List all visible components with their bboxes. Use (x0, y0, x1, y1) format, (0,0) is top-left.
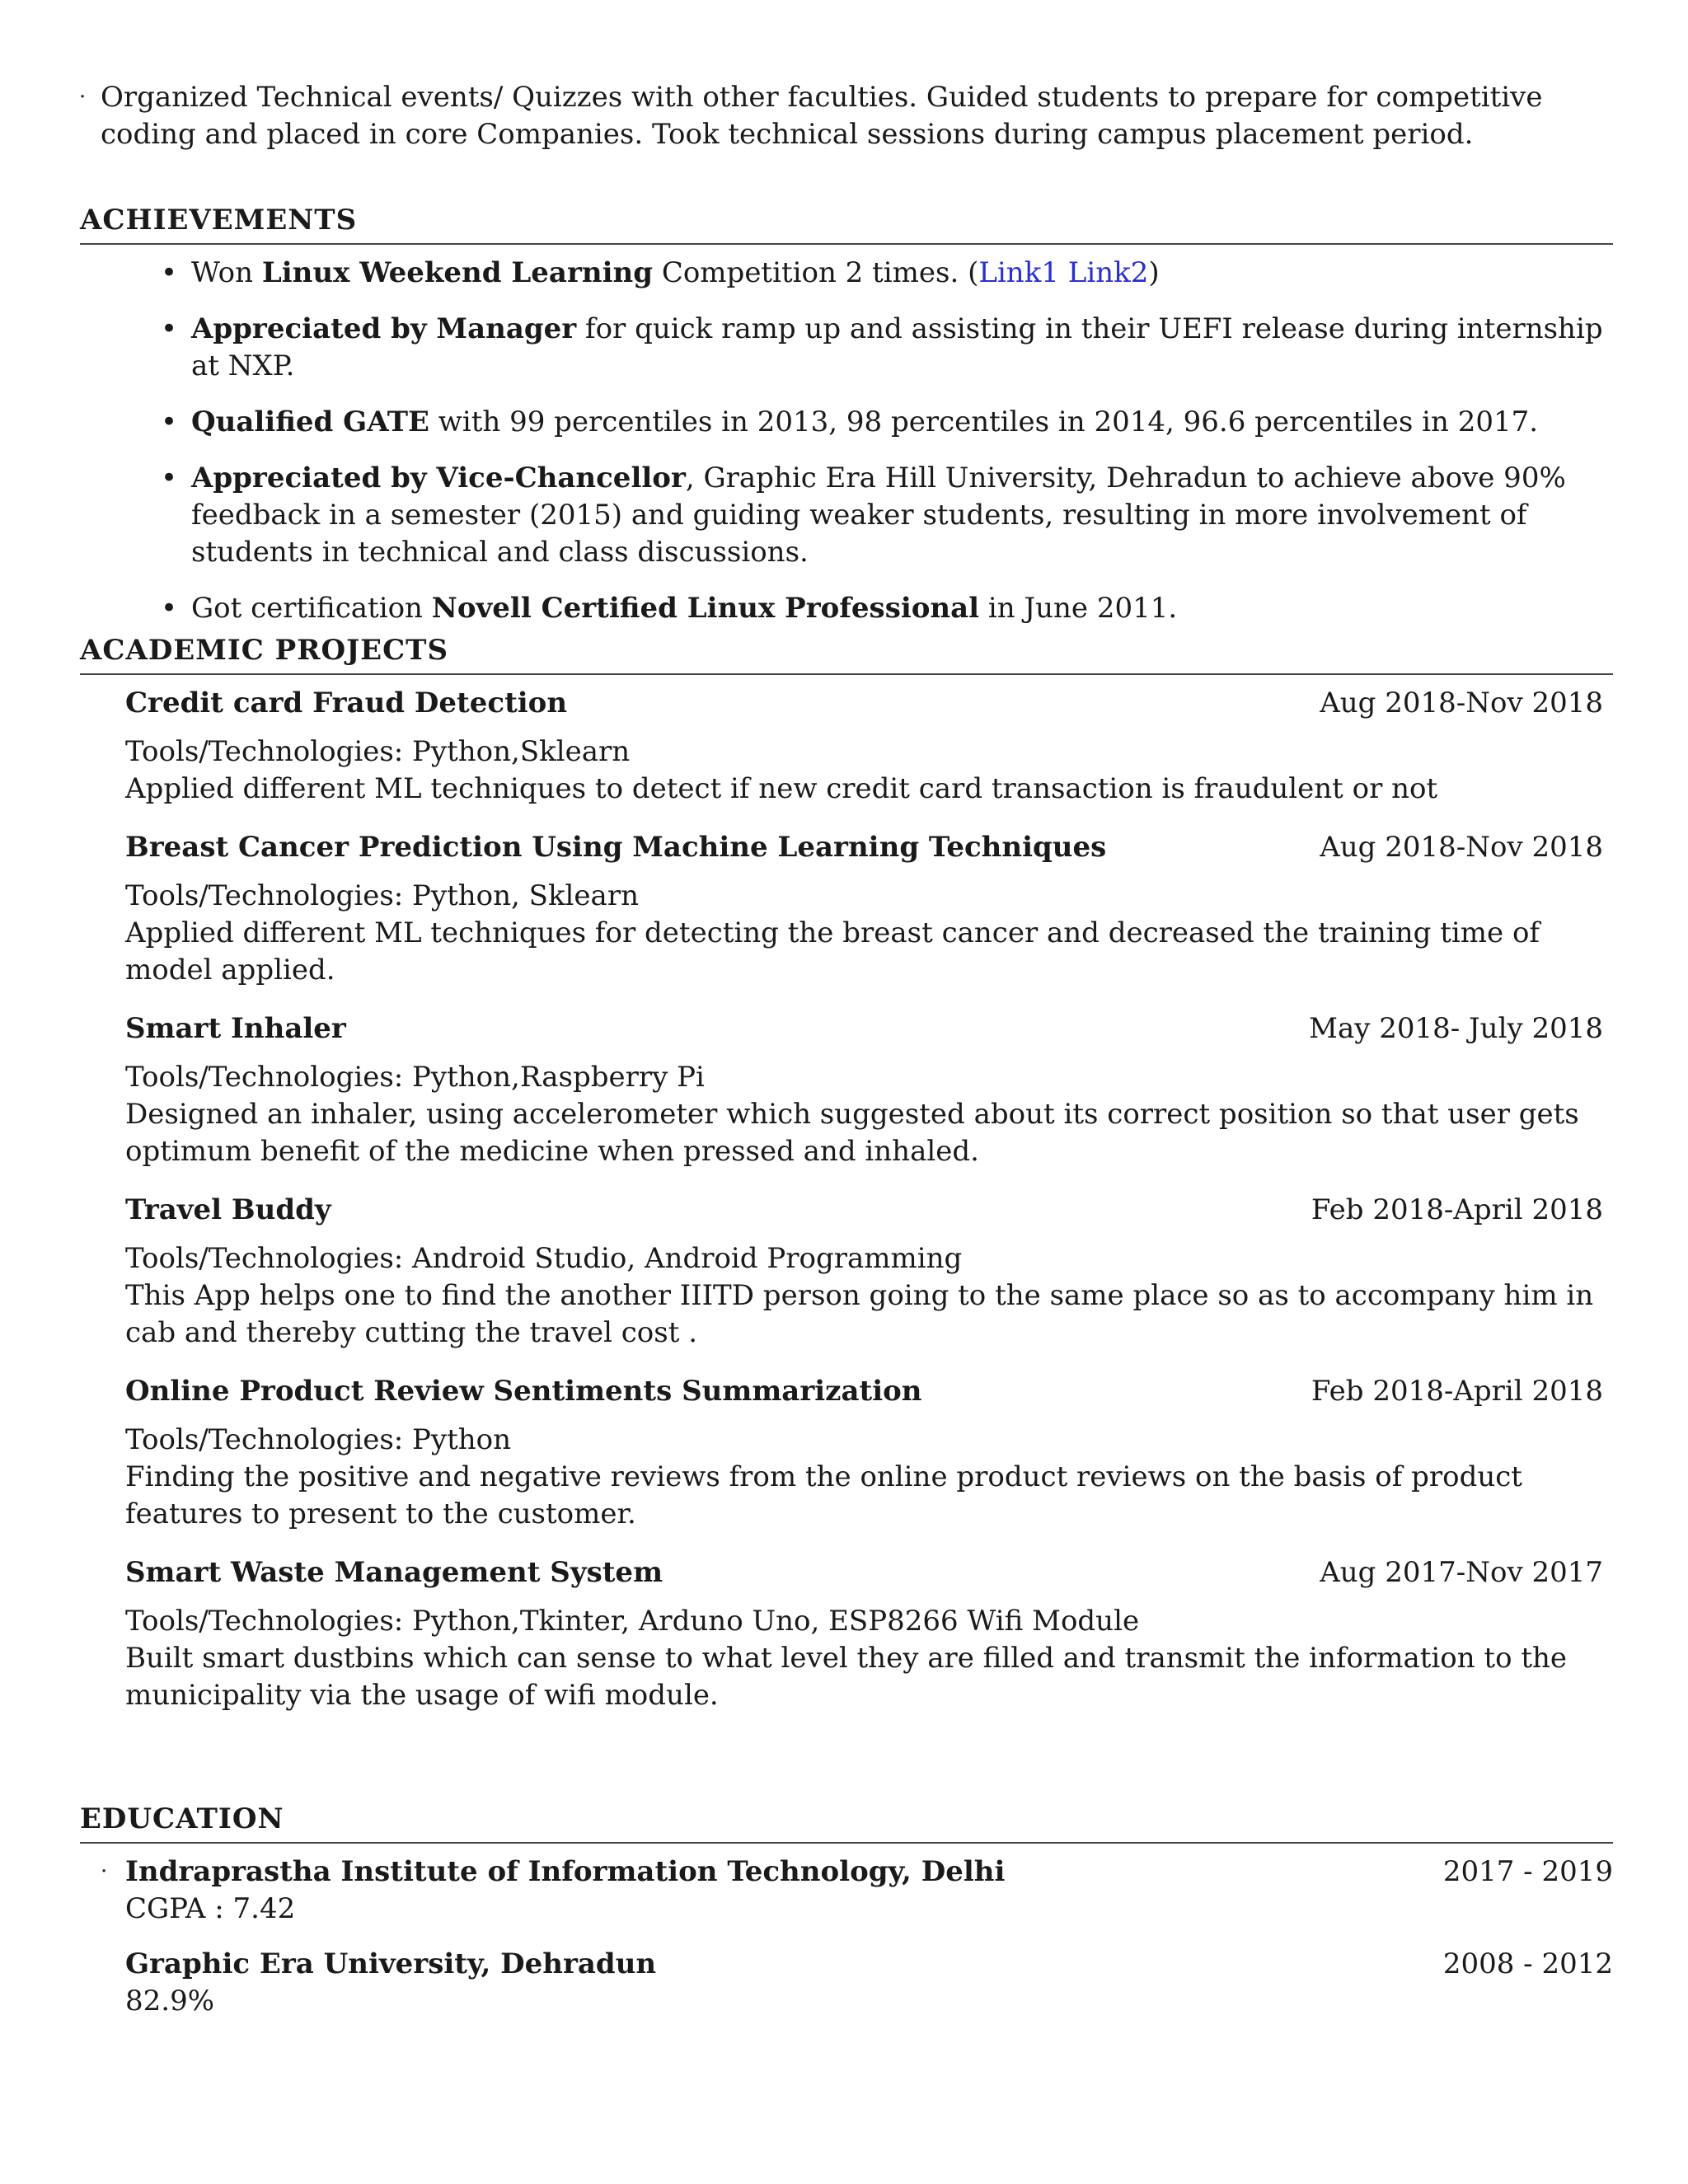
project-date: Feb 2018-April 2018 (1311, 1193, 1603, 1226)
section-title-projects: ACADEMIC PROJECTS (80, 632, 1613, 675)
project-item (80, 1192, 1613, 1352)
achievement-item: • Won Linux Weekend Learning Competition 2 times. (Link1 Link2) (191, 255, 1613, 292)
achievement-item: • Got certification Novell Certified Linux Professional in June 2011. (191, 590, 1613, 627)
project-title: Smart Waste Management System (125, 1556, 663, 1589)
link2[interactable]: Link2 (1067, 256, 1149, 289)
project-description: Finding the positive and negative reviews from the online product reviews on the basis of product features to present to the customer. (125, 1460, 1522, 1530)
section-title-education: EDUCATION (80, 1801, 1613, 1844)
project-title: Breast Cancer Prediction Using Machine Learning Techniques (125, 831, 1107, 864)
experience-bullet (79, 79, 1613, 153)
project-description: Designed an inhaler, using accelerometer which suggested about its correct position so that user gets optimum benefit of the medicine when pressed and inhaled. (125, 1098, 1579, 1168)
project-description: Applied different ML techniques for detecting the breast cancer and decreased the training time of model applied. (125, 916, 1540, 987)
project-item (80, 685, 1613, 808)
project-title: Travel Buddy (125, 1193, 331, 1226)
achievement-item: • Qualified GATE with 99 percentiles in 2013, 98 percentiles in 2014, 96.6 percentiles in 2017. (191, 404, 1613, 441)
project-date: Feb 2018-April 2018 (1311, 1375, 1603, 1408)
education-grade: 82.9% (125, 1985, 215, 2018)
project-tools: Tools/Technologies: Python,Sklearn (125, 735, 631, 768)
project-tools: Tools/Technologies: Python (125, 1423, 512, 1456)
project-item (80, 829, 1613, 989)
project-description: Applied different ML techniques to detect if new credit card transaction is fraudulent or not (125, 772, 1438, 805)
project-date: Aug 2017-Nov 2017 (1320, 1556, 1603, 1589)
bullet-dot: · (79, 85, 87, 110)
education-years: 2017 - 2019 (1442, 1855, 1613, 1888)
education-item (80, 1946, 1613, 2020)
project-tools: Tools/Technologies: Python, Sklearn (125, 879, 639, 912)
project-item (80, 1010, 1613, 1170)
project-title: Smart Inhaler (125, 1012, 346, 1045)
project-date: May 2018- July 2018 (1309, 1012, 1603, 1045)
project-tools: Tools/Technologies: Android Studio, Android Programming (125, 1242, 963, 1275)
institution-name: Indraprastha Institute of Information Technology, Delhi (125, 1855, 1006, 1888)
project-item (80, 1373, 1613, 1533)
institution-name: Graphic Era University, Dehradun (125, 1947, 657, 1980)
project-date: Aug 2018-Nov 2018 (1320, 831, 1603, 864)
project-date: Aug 2018-Nov 2018 (1320, 687, 1603, 719)
education-section (80, 1801, 1613, 2038)
project-item (80, 1554, 1613, 1714)
bullet-dot: · (101, 1859, 108, 1884)
achievements-section (80, 202, 1613, 646)
link1[interactable]: Link1 (978, 256, 1059, 289)
project-tools: Tools/Technologies: Python,Tkinter, Arduno Uno, ESP8266 Wifi Module (125, 1605, 1140, 1638)
projects-section (80, 632, 1613, 1736)
section-title-achievements: ACHIEVEMENTS (80, 202, 1613, 245)
education-item (80, 1854, 1613, 1928)
project-title: Credit card Fraud Detection (125, 687, 568, 719)
project-title: Online Product Review Sentiments Summarization (125, 1375, 922, 1408)
achievement-item: • Appreciated by Manager for quick ramp up and assisting in their UEFI release during internship at NXP. (191, 311, 1613, 385)
experience-text: Organized Technical events/ Quizzes with other faculties. Guided students to prepare for competitive coding and placed in core Companies. Took technical sessions during campus placement period. (101, 81, 1543, 151)
project-tools: Tools/Technologies: Python,Raspberry Pi (125, 1061, 705, 1094)
achievements-list (80, 255, 1613, 627)
education-grade: CGPA : 7.42 (125, 1892, 296, 1925)
education-years: 2008 - 2012 (1442, 1947, 1613, 1980)
project-description: This App helps one to find the another IIITD person going to the same place so as to accompany him in cab and thereby cutting the travel cost . (125, 1279, 1594, 1349)
achievement-item: • Appreciated by Vice-Chancellor, Graphic Era Hill University, Dehradun to achieve above 90% feedback in a semester (2015) and guiding weaker students, resulting in more involvement of students in technical and class discussions. (191, 460, 1613, 571)
project-description: Built smart dustbins which can sense to what level they are filled and transmit the information to the municipality via the usage of wifi module. (125, 1642, 1568, 1712)
